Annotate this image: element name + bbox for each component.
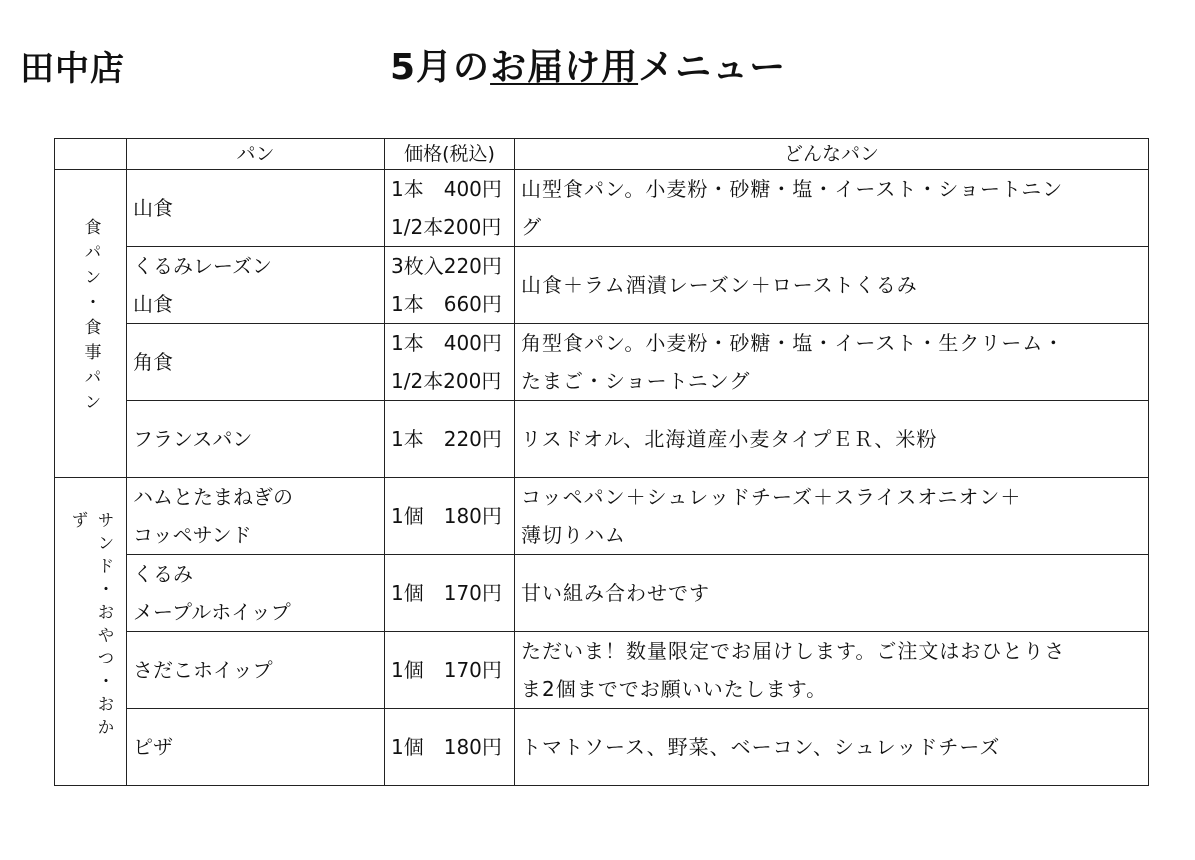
price-cell [385,401,515,478]
table-row [55,324,1149,401]
description-cell [515,632,1149,709]
bread-name-cell [127,478,385,555]
description-line: グ [521,215,542,239]
title-suffix: メニュー [638,47,787,88]
price-line: 1個 170円 [391,581,502,605]
description-cell [515,709,1149,786]
title-underlined: お届け用 [490,47,639,88]
menu-title [390,47,787,88]
price-cell [385,555,515,632]
category-label: サンド・おやつ・おかず [67,510,114,741]
price-cell [385,709,515,786]
bread-name-line: 角食 [133,350,173,374]
store-name: 田中店 [20,49,125,89]
column-header-bread: パン [127,139,385,170]
description-cell [515,555,1149,632]
price-cell [385,478,515,555]
table-row [55,247,1149,324]
description-line: 甘い組み合わせです [521,581,710,605]
bread-name-cell [127,247,385,324]
price-line: 1個 180円 [391,504,502,528]
description-cell [515,401,1149,478]
table-row [55,478,1149,555]
description-line: 山食＋ラム酒漬レーズン＋ローストくるみ [521,273,918,297]
bread-name-line: ピザ [133,735,173,759]
description-cell [515,324,1149,401]
bread-name-line: フランスパン [133,427,253,451]
category-label: 食パン・食事パン [80,217,101,418]
price-line: 1本 400円 [391,331,502,355]
price-line: 1個 170円 [391,658,502,682]
bread-name-cell [127,555,385,632]
column-header-category [55,139,127,170]
description-line: 角型食パン。小麦粉・砂糖・塩・イースト・生クリーム・ [521,331,1065,355]
bread-name-line: さだこホイップ [133,658,273,682]
table-header-row [55,139,1149,170]
description-line: 薄切りハム [521,523,626,547]
table-row [55,170,1149,247]
description-cell [515,170,1149,247]
price-line: 1個 180円 [391,735,502,759]
table-row [55,555,1149,632]
description-line: ま2個まででお願いいたします。 [521,677,828,701]
price-line: 1本 400円 [391,177,502,201]
bread-name-cell [127,401,385,478]
bread-name-line: コッペサンド [133,523,252,547]
price-cell [385,632,515,709]
description-cell [515,478,1149,555]
bread-name-line: くるみ [133,562,193,586]
table-row [55,709,1149,786]
bread-name-cell [127,324,385,401]
bread-name-cell [127,709,385,786]
description-line: 山型食パン。小麦粉・砂糖・塩・イースト・ショートニン [521,177,1064,201]
category-cell [55,170,127,478]
table-row [55,632,1149,709]
table-row [55,401,1149,478]
title-prefix: 5月の [390,47,491,88]
price-line: 1本 220円 [391,427,502,451]
menu-table [54,138,1149,786]
description-line: トマトソース、野菜、ベーコン、シュレッドチーズ [521,735,1001,759]
bread-name-line: くるみレーズン [133,254,272,278]
column-header-price: 価格(税込) [385,139,515,170]
column-header-description: どんなパン [515,139,1149,170]
description-line: コッペパン＋シュレッドチーズ＋スライスオニオン＋ [521,485,1022,509]
bread-name-line: 山食 [133,292,173,316]
description-cell [515,247,1149,324]
bread-name-line: ハムとたまねぎの [133,485,293,509]
bread-name-line: 山食 [133,196,173,220]
bread-name-cell [127,632,385,709]
price-cell [385,247,515,324]
price-line: 1/2本200円 [391,369,502,393]
price-cell [385,170,515,247]
price-cell [385,324,515,401]
price-line: 3枚入220円 [391,254,502,278]
price-line: 1本 660円 [391,292,502,316]
bread-name-cell [127,170,385,247]
description-line: リスドオル、北海道産小麦タイプＥＲ、米粉 [521,427,938,451]
description-line: たまご・ショートニング [521,369,751,393]
description-line: ただいま！数量限定でお届けします。ご注文はおひとりさ [521,639,1066,663]
category-cell [55,478,127,786]
bread-name-line: メープルホイップ [133,600,291,624]
price-line: 1/2本200円 [391,215,502,239]
